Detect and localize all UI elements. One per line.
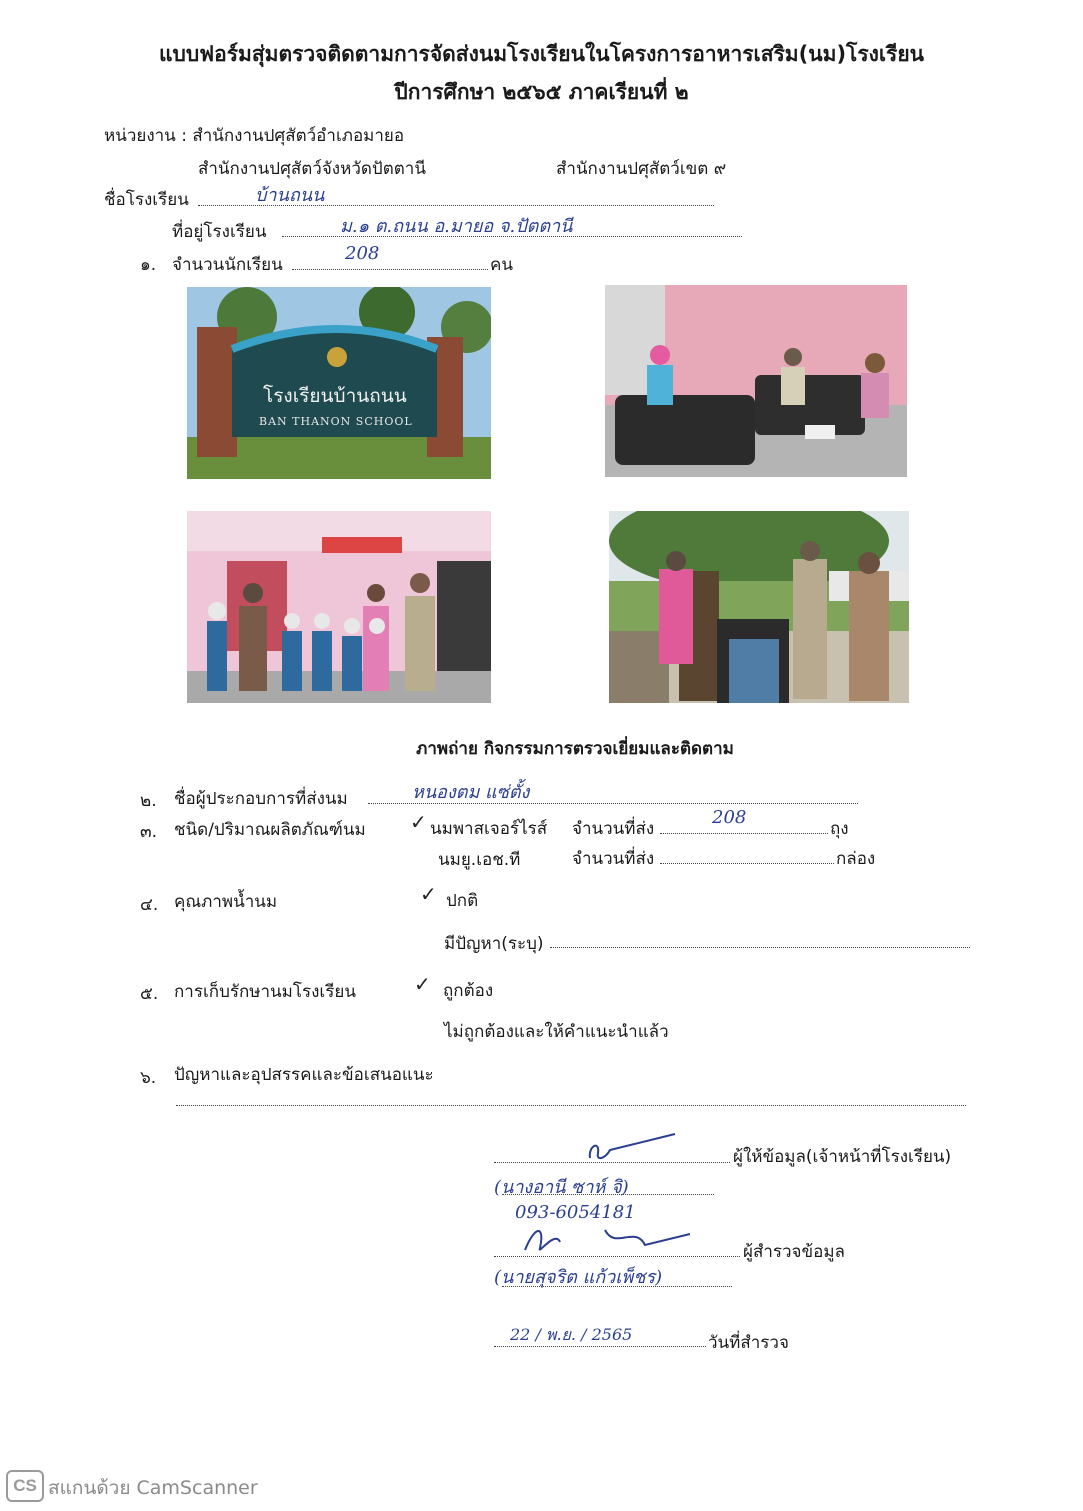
photo-caption: ภาพถ่าย กิจกรรมการตรวจเยี่ยมและติดตาม (416, 739, 734, 759)
item4-opt1-label: ปกติ (446, 891, 479, 911)
item3-qty2-label: จำนวนที่ส่ง (572, 849, 655, 869)
informant-label: ผู้ให้ข้อมูล(เจ้าหน้าที่โรงเรียน) (733, 1147, 952, 1167)
survey-date-label: วันที่สำรวจ (708, 1333, 789, 1353)
item3-qty1-line (660, 833, 828, 834)
item3-qty1-unit: ถุง (830, 819, 849, 839)
school-sign-text-english: BAN THANON SCHOOL (259, 415, 413, 428)
item1-label: จำนวนนักเรียน (172, 255, 283, 275)
item2-number: ๒. (140, 791, 157, 811)
surveyor-name-line (502, 1286, 732, 1287)
item3-qty2-line (660, 863, 834, 864)
item3-qty1-value: 208 (712, 807, 747, 828)
item5-label: การเก็บรักษานมโรงเรียน (174, 982, 356, 1002)
item1-line (292, 269, 488, 270)
school-name-label: ชื่อโรงเรียน (104, 190, 189, 210)
item1-unit: คน (490, 255, 513, 275)
item4-opt2-label: มีปัญหา(ระบุ) (444, 934, 544, 954)
agency-province: สำนักงานปศุสัตว์จังหวัดปัตตานี (198, 159, 426, 179)
photo-outdoor-inspection (609, 511, 909, 703)
item6-line (176, 1105, 966, 1106)
item5-opt2-label: ไม่ถูกต้องและให้คำแนะนำแล้ว (444, 1022, 669, 1042)
survey-date-line (494, 1346, 706, 1347)
informant-sign-line (494, 1162, 730, 1163)
form-title: แบบฟอร์มสุ่มตรวจติดตามการจัดส่งนมโรงเรียนในโครงการอาหารเสริม(นม)โรงเรียน (159, 42, 924, 66)
informant-name: (นางอานี ซาห์ จิ) (494, 1177, 629, 1198)
surveyor-signature (515, 1220, 705, 1260)
item6-label: ปัญหาและอุปสรรคและข้อเสนอแนะ (174, 1065, 434, 1085)
surveyor-label: ผู้สำรวจข้อมูล (743, 1242, 845, 1262)
school-sign-text: โรงเรียนบ้านถนน (263, 385, 407, 407)
item3-qty1-label: จำนวนที่ส่ง (572, 819, 655, 839)
camscanner-watermark: สแกนด้วย CamScanner (48, 1477, 258, 1499)
item5-opt1-check-icon: ✓ (414, 972, 431, 996)
surveyor-sign-line (494, 1256, 740, 1257)
item1-value: 208 (345, 243, 380, 264)
item5-number: ๕. (140, 984, 159, 1004)
photo-office-meeting (605, 285, 907, 477)
survey-date-value: 22 / พ.ย. / 2565 (510, 1325, 633, 1344)
school-address-value: ม.๑ ต.ถนน อ.มายอ จ.ปัตตานี (340, 216, 573, 237)
item4-opt1-check-icon: ✓ (420, 882, 437, 906)
item3-number: ๓. (140, 822, 158, 842)
item4-number: ๔. (140, 895, 159, 915)
item4-label: คุณภาพน้ำนม (174, 892, 278, 912)
form-subtitle: ปีการศึกษา ๒๕๖๕ ภาคเรียนที่ ๒ (394, 80, 689, 104)
item3-qty2-unit: กล่อง (836, 849, 876, 869)
item3-opt1-check-icon: ✓ (410, 810, 427, 834)
school-address-label: ที่อยู่โรงเรียน (172, 222, 267, 242)
surveyor-name: (นายสุจริต แก้วเพ็ชร) (494, 1267, 663, 1288)
item4-opt2-line (550, 947, 970, 948)
school-name-value: บ้านถนน (255, 185, 325, 206)
informant-name-line (502, 1194, 714, 1195)
item3-opt1-label: นมพาสเจอร์ไรส์ (430, 819, 548, 839)
item2-label: ชื่อผู้ประกอบการที่ส่งนม (174, 789, 348, 809)
agency-region: สำนักงานปศุสัตว์เขต ๙ (556, 159, 727, 179)
item3-opt2-label: นมยู.เอช.ที (438, 850, 521, 870)
item5-opt1-label: ถูกต้อง (443, 981, 494, 1001)
item1-number: ๑. (140, 255, 157, 275)
photo-school-sign (187, 287, 491, 479)
item6-number: ๖. (140, 1068, 157, 1088)
item3-label: ชนิด/ปริมาณผลิตภัณฑ์นม (174, 820, 366, 840)
item2-value: หนองตม แซ่ตั้ง (412, 782, 530, 803)
agency-label: หน่วยงาน : สำนักงานปศุสัตว์อำเภอมายอ (104, 126, 405, 146)
camscanner-logo-icon: CS (6, 1470, 44, 1502)
informant-phone: 093-6054181 (515, 1202, 636, 1223)
photo-children-group (187, 511, 491, 703)
